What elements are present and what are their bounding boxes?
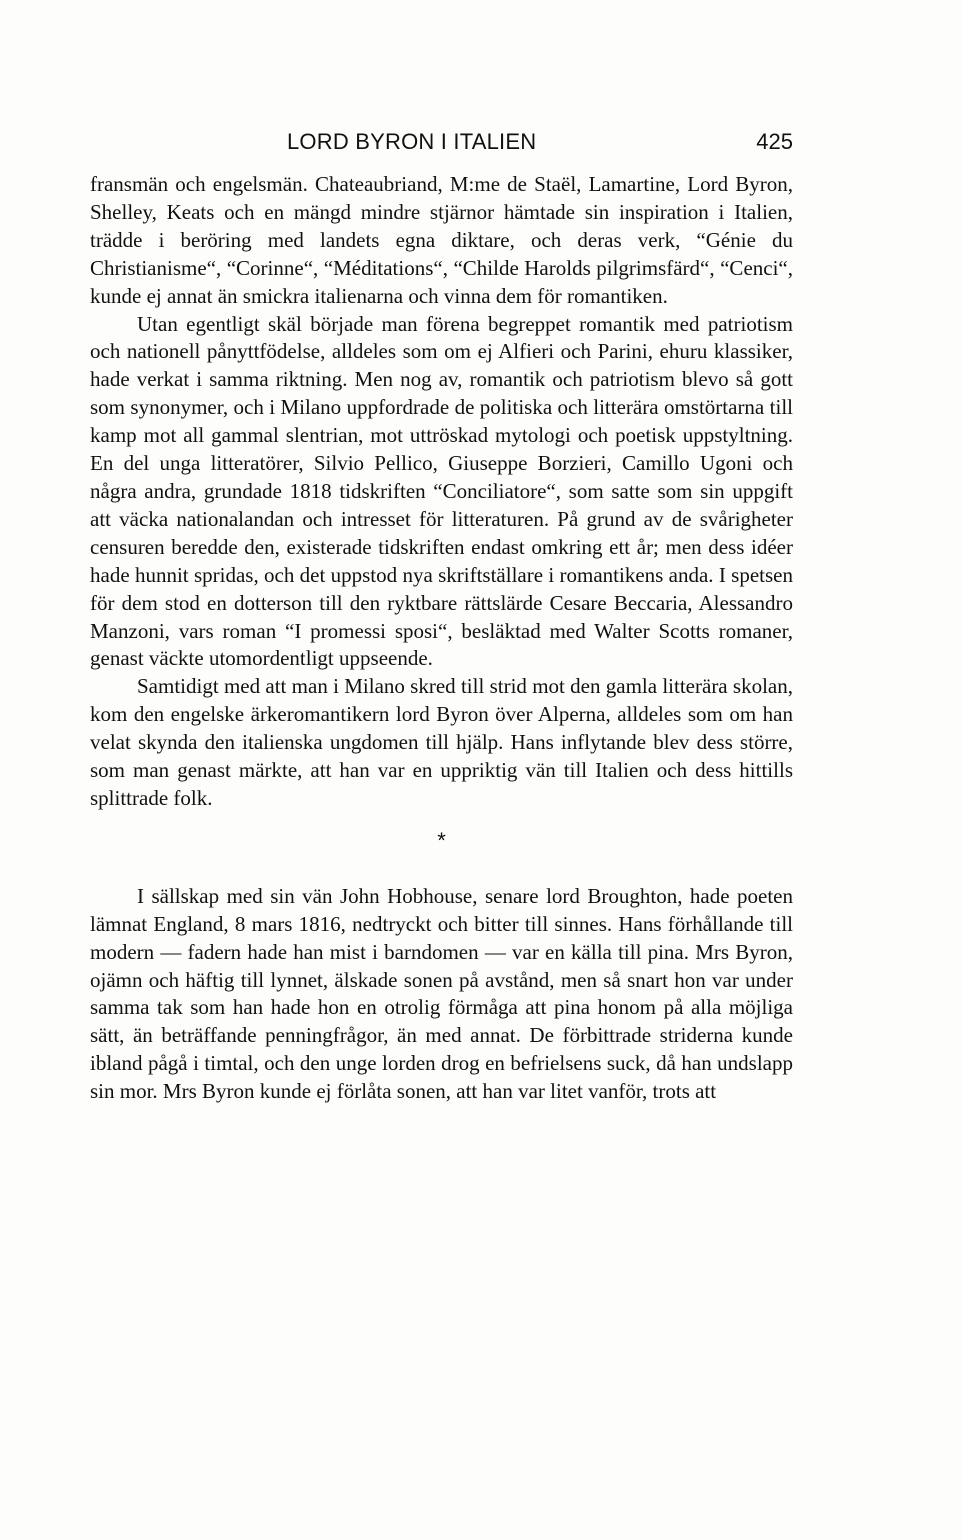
page-number: 425 [756,129,793,154]
section-separator: * [437,827,446,853]
paragraph-continued: fransmän och engelsmän. Chateaubriand, M:me de Staël, Lamartine, Lord Byron, Shelley, Keats och en mängd mindre stjärnor hämtade sin inspiration i Italien, trädde i beröring med landets egna diktare, och deras verk, “Génie du Christianisme“, “Corinne“, “Méditations“, “Childe Harolds pilgrimsfärd“, “Cenci“, kunde ej annat än smickra italienarna och vinna dem för romantiken. [90,172,793,308]
paragraph-hobhouse: I sällskap med sin vän John Hobhouse, senare lord Broughton, hade poeten lämnat England, 8 mars 1816, nedtryckt och bitter till sinnes. Hans förhållande till modern — fadern hade han mist i barndomen — var en källa till pina. Mrs Byron, ojämn och häftig till lynnet, älskade sonen på avstånd, men så snart hon var under samma tak som han hade hon en otrolig förmåga att pina honom på alla möjliga sätt, än beträffande penningfrågor, än med annat. De förbittrade striderna kunde ibland pågå i timtal, och den unge lorden drog en befrielsens suck, då han undslapp sin mor. Mrs Byron kunde ej förlåta sonen, att han var litet vanför, trots att [90,883,793,1104]
paragraph-romantik-patriotism: Utan egentligt skäl började man förena begreppet romantik med patriotism och nationell pånyttfödelse, alldeles som om ej Alfieri och Parini, ehuru klassiker, hade verkat i samma riktning. Men nog av, romantik och patriotism blevo så gott som synonymer, och i Milano uppfordrade de politiska och litterära omstörtarna till kamp mot all gammal slentrian, mot uttröskad mytologi och poetisk uppstyltning. En del unga litteratörer, Silvio Pellico, Giuseppe Borzieri, Camillo Ugoni och några andra, grundade 1818 tidskriften “Conciliatore“, som satte som sin uppgift att väcka nationalandan och intresset för litteraturen. På grund av de svårigheter censuren beredde den, existerade tidskriften endast omkring ett år; men dess idéer hade hunnit spridas, och det uppstod nya skriftställare i romantikens anda. I spetsen för dem stod en dotterson till den ryktbare rättslärde Cesare Beccaria, Alessandro Manzoni, vars roman “I promessi sposi“, besläktad med Walter Scotts romaner, genast väckte utomordentligt uppseende. [90,311,793,671]
running-title: LORD BYRON I ITALIEN [287,129,537,154]
body-text [90,171,793,1106]
page-header [90,126,793,160]
paragraph-byron-alps: Samtidigt med att man i Milano skred till strid mot den gamla litterära skolan, kom den engelske ärkeromantikern lord Byron över Alperna, alldeles som om han velat skynda den italienska ungdomen till hjälp. Hans inflytande blev dess större, som man genast märkte, att han var en uppriktig vän till Italien och dess hittills splittrade folk. [90,674,793,810]
